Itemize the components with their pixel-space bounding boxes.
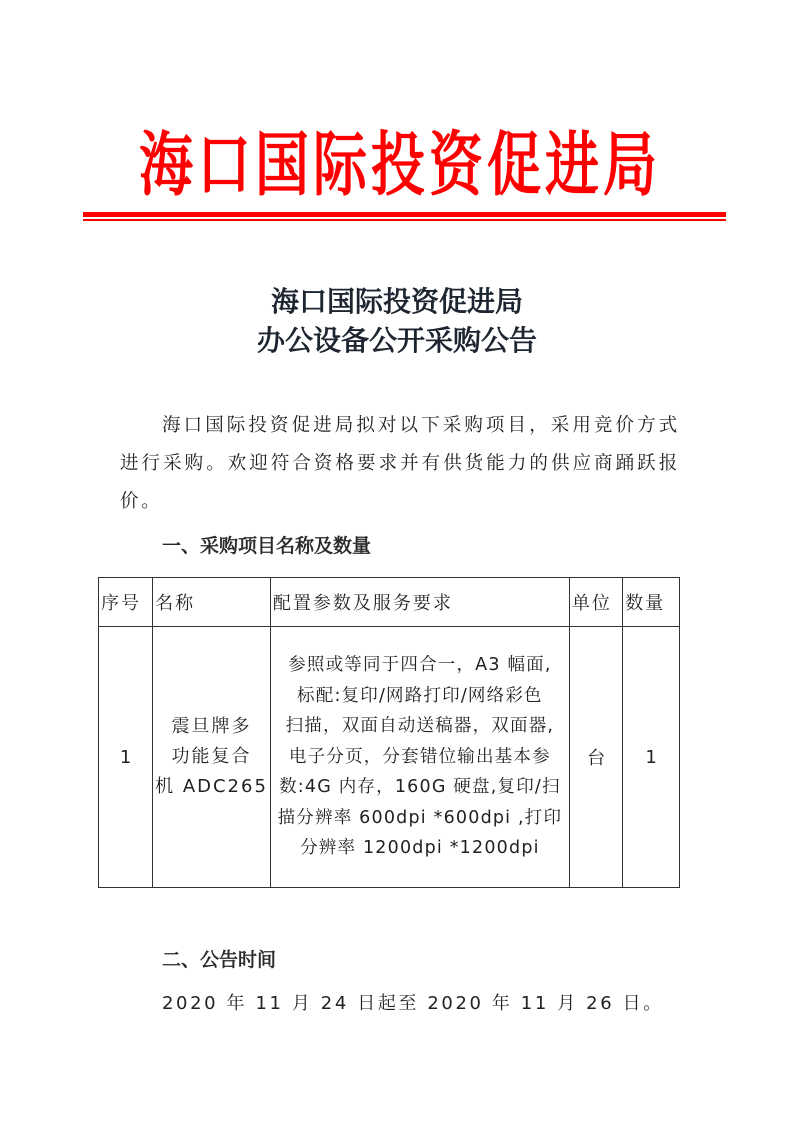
cell-unit: 台	[569, 627, 622, 888]
header-name: 名称	[153, 578, 271, 627]
masthead-rule-thin	[83, 219, 726, 221]
announcement-period: 2020 年 11 月 24 日起至 2020 年 11 月 26 日。	[162, 993, 664, 1014]
spec-line: 数:4G 内存，160G 硬盘,复印/扫	[279, 777, 561, 798]
document-title-line2: 办公设备公开采购公告	[256, 324, 537, 357]
cell-name	[153, 627, 271, 888]
masthead-title: 海口国际投资促进局	[139, 123, 661, 205]
table-header-row	[99, 578, 680, 627]
spec-line: 标配:复印/网路打印/网络彩色	[297, 685, 543, 706]
intro-paragraph: 海口国际投资促进局拟对以下采购项目，采用竞价方式进行采购。欢迎符合资格要求并有供货能力的供应商踊跃报价。	[120, 415, 680, 512]
section1-heading: 一、采购项目名称及数量	[162, 535, 372, 557]
spec-line: 描分辨率 600dpi *600dpi ,打印	[277, 807, 563, 828]
cell-no: 1	[99, 627, 153, 888]
document-title-line1: 海口国际投资促进局	[270, 285, 523, 318]
section2-heading: 二、公告时间	[162, 949, 277, 971]
header-no: 序号	[99, 578, 153, 627]
header-spec: 配置参数及服务要求	[270, 578, 569, 627]
spec-line: 电子分页，分套错位输出基本参	[288, 746, 551, 767]
header-unit: 单位	[569, 578, 622, 627]
spec-line: 扫描，双面自动送稿器，双面器,	[285, 716, 555, 737]
name-line: 震旦牌多	[171, 716, 252, 737]
masthead-rule-thick	[83, 212, 726, 217]
spec-line: 参照或等同于四合一，A3 幅面,	[288, 655, 552, 676]
table-row	[99, 627, 680, 888]
name-line: 机 ADC265	[155, 776, 268, 797]
procurement-table	[98, 577, 680, 888]
name-line: 功能复合	[171, 746, 252, 767]
cell-qty: 1	[623, 627, 680, 888]
cell-spec	[270, 627, 569, 888]
header-qty: 数量	[623, 578, 680, 627]
spec-line: 分辨率 1200dpi *1200dpi	[300, 838, 540, 859]
